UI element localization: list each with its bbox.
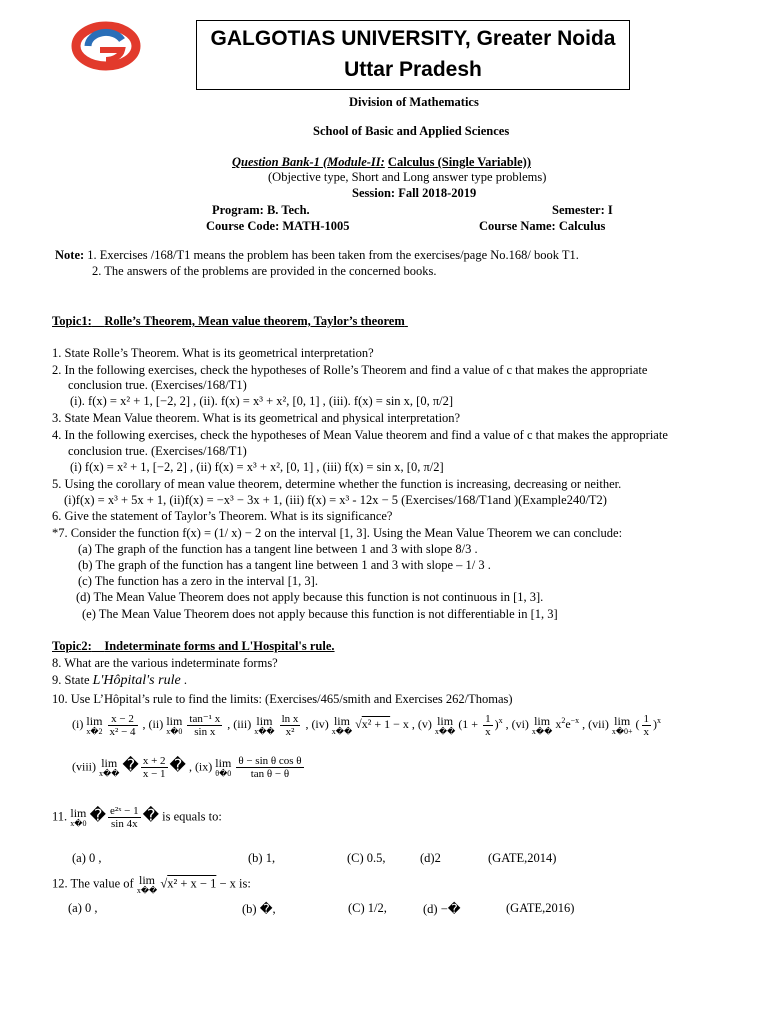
- question-4c: (i) f(x) = x² + 1, [−2, 2] , (ii) f(x) = x³ + x², [0, 1] , (iii) f(x) = sin x, [0, π/2]: [70, 460, 444, 474]
- q11-option-d: (d)2: [420, 851, 441, 865]
- note-line-1: [55, 248, 579, 263]
- question-7-option-b: (b) The graph of the function has a tangent line between 1 and 3 with slope – 1/ 3 .: [78, 558, 491, 572]
- question-4b: conclusion true. (Exercises/168/T1): [68, 444, 247, 458]
- q9-rule: L'Hôpital's rule: [92, 673, 181, 688]
- question-6: 6. Give the statement of Taylor’s Theorem. What is its significance?: [52, 509, 393, 523]
- university-logo: [70, 20, 142, 72]
- question-11: 11. lim x�0 � $\frac{\text{e²ˣ − 1}}{\sin 4x}$ � is equals to:: [52, 805, 222, 830]
- question-8: 8. What are the various indeterminate forms?: [52, 656, 278, 670]
- division: Division of Mathematics: [349, 95, 479, 109]
- semester: Semester: I: [552, 203, 613, 217]
- question-2a: 2. In the following exercises, check the hypotheses of Rolle’s Theorem and find a value of c that makes the appropriate: [52, 363, 648, 377]
- topic1-title: Rolle’s Theorem, Mean value theorem, Taylor’s theorem: [104, 314, 405, 328]
- q10-limits-row-1: (i) lim x�2 $\frac{x - 2}{\text{x² − 4}}$ , (ii) lim x�0 $\frac{\text{tan⁻¹ x}}{\text{sin x}}$ , (iii) lim x�� $\frac{\text{ln x}}{\text{x²}}$ , (iv) lim x�� √x² + 1 − x , (v) lim x�� (1 + $\frac{1}{x}$ )$^x$ , (vi) lim x�� $x^2e^{-x}$ , (vii) lim x�0+ ( $\frac{1}{x}$ )$^x$: [72, 712, 662, 738]
- q12-source: (GATE,2016): [506, 901, 575, 915]
- program: Program: B. Tech.: [212, 203, 310, 217]
- question-2b: conclusion true. (Exercises/168/T1): [68, 378, 247, 392]
- q11-option-c: (C) 0.5,: [347, 851, 386, 865]
- qb-prefix: Question Bank-1 (Module-II:: [232, 155, 385, 169]
- course-code: Course Code: MATH-1005: [206, 219, 350, 233]
- question-7-option-c: (c) The function has a zero in the interval [1, 3].: [78, 574, 318, 588]
- q9-suffix: .: [183, 673, 187, 687]
- topic1-label: Topic1:: [52, 314, 92, 328]
- q12-option-b: (b) �,: [242, 902, 276, 916]
- qb-subject: Calculus (Single Variable)): [387, 155, 531, 169]
- university-location: Uttar Pradesh: [344, 58, 482, 81]
- question-7-option-a: (a) The graph of the function has a tangent line between 1 and 3 with slope 8/3 .: [78, 542, 478, 556]
- q12-option-d: (d) −�: [423, 902, 461, 916]
- school: School of Basic and Applied Sciences: [313, 124, 510, 138]
- session: Session: Fall 2018-2019: [352, 186, 477, 200]
- topic1-heading: [52, 314, 408, 329]
- q12-option-c: (C) 1/2,: [348, 901, 387, 915]
- q10-limits-row-2: (viii) lim x�� � $\frac{x + 2}{x - 1}$ � , (ix) lim θ�0 $\frac{\text{θ − sin θ cos θ}}{\text{tan θ − θ}}$: [72, 755, 302, 780]
- title-box: [196, 20, 630, 90]
- university-name: GALGOTIAS UNIVERSITY, Greater Noida: [210, 27, 616, 50]
- q11-option-a: (a) 0 ,: [72, 851, 102, 865]
- note-text-1: 1. Exercises /168/T1 means the problem has been taken from the exercises/page No.168/ book T1.: [87, 248, 579, 262]
- question-2c: (i). f(x) = x² + 1, [−2, 2] , (ii). f(x) = x³ + x², [0, 1] , (iii). f(x) = sin x, [0, π/2]: [70, 394, 454, 408]
- question-5a: 5. Using the corollary of mean value theorem, determine whether the function is increasing, decreasing or neither.: [52, 477, 622, 491]
- topic2-title: Indeterminate forms and L'Hospital's rule.: [104, 639, 335, 653]
- question-10: 10. Use L’Hôpital’s rule to find the limits: (Exercises/465/smith and Exercises 262/Thomas): [52, 692, 513, 706]
- note-label: Note:: [55, 248, 85, 262]
- q11-suffix: is equals to:: [162, 809, 222, 824]
- question-4a: 4. In the following exercises, check the hypotheses of Mean Value theorem and find a value of c that makes the appropriate: [52, 428, 668, 442]
- question-5b: (i)f(x) = x³ + 5x + 1, (ii)f(x) = −x³ − 3x + 1, (iii) f(x) = x³ - 12x − 5 (Exercises/168/T1and )(Example240/T2): [64, 493, 607, 507]
- q11-option-b: (b) 1,: [248, 851, 276, 865]
- q12-option-a: (a) 0 ,: [68, 901, 98, 915]
- question-3: 3. State Mean Value theorem. What is its geometrical and physical interpretation?: [52, 411, 461, 425]
- question-7: *7. Consider the function f(x) = (1/ x) − 2 on the interval [1, 3]. Using the Mean Value Theorem we can conclude:: [52, 526, 623, 540]
- topic2-heading: [52, 639, 335, 654]
- question-bank-line: [232, 155, 531, 170]
- topic2-label: Topic2:: [52, 639, 92, 653]
- q12-suffix: is:: [239, 876, 251, 891]
- question-7-option-e: (e) The Mean Value Theorem does not apply because this function is not differentiable in [1, 3]: [82, 607, 558, 621]
- q9-prefix: 9. State: [52, 673, 90, 687]
- qb-type: (Objective type, Short and Long answer type problems): [268, 170, 547, 184]
- question-7-option-d: (d) The Mean Value Theorem does not apply because this function is not continuous in [1, 3].: [76, 590, 544, 604]
- q12-prefix: 12. The value of: [52, 876, 134, 891]
- question-1: 1. State Rolle’s Theorem. What is its geometrical interpretation?: [52, 346, 374, 360]
- question-9: [52, 673, 187, 689]
- question-12: 12. The value of lim x�� √x² + x − 1 − x is:: [52, 873, 251, 895]
- q11-source: (GATE,2014): [488, 851, 557, 865]
- note-line-2: 2. The answers of the problems are provided in the concerned books.: [92, 264, 437, 278]
- course-name: Course Name: Calculus: [479, 219, 606, 233]
